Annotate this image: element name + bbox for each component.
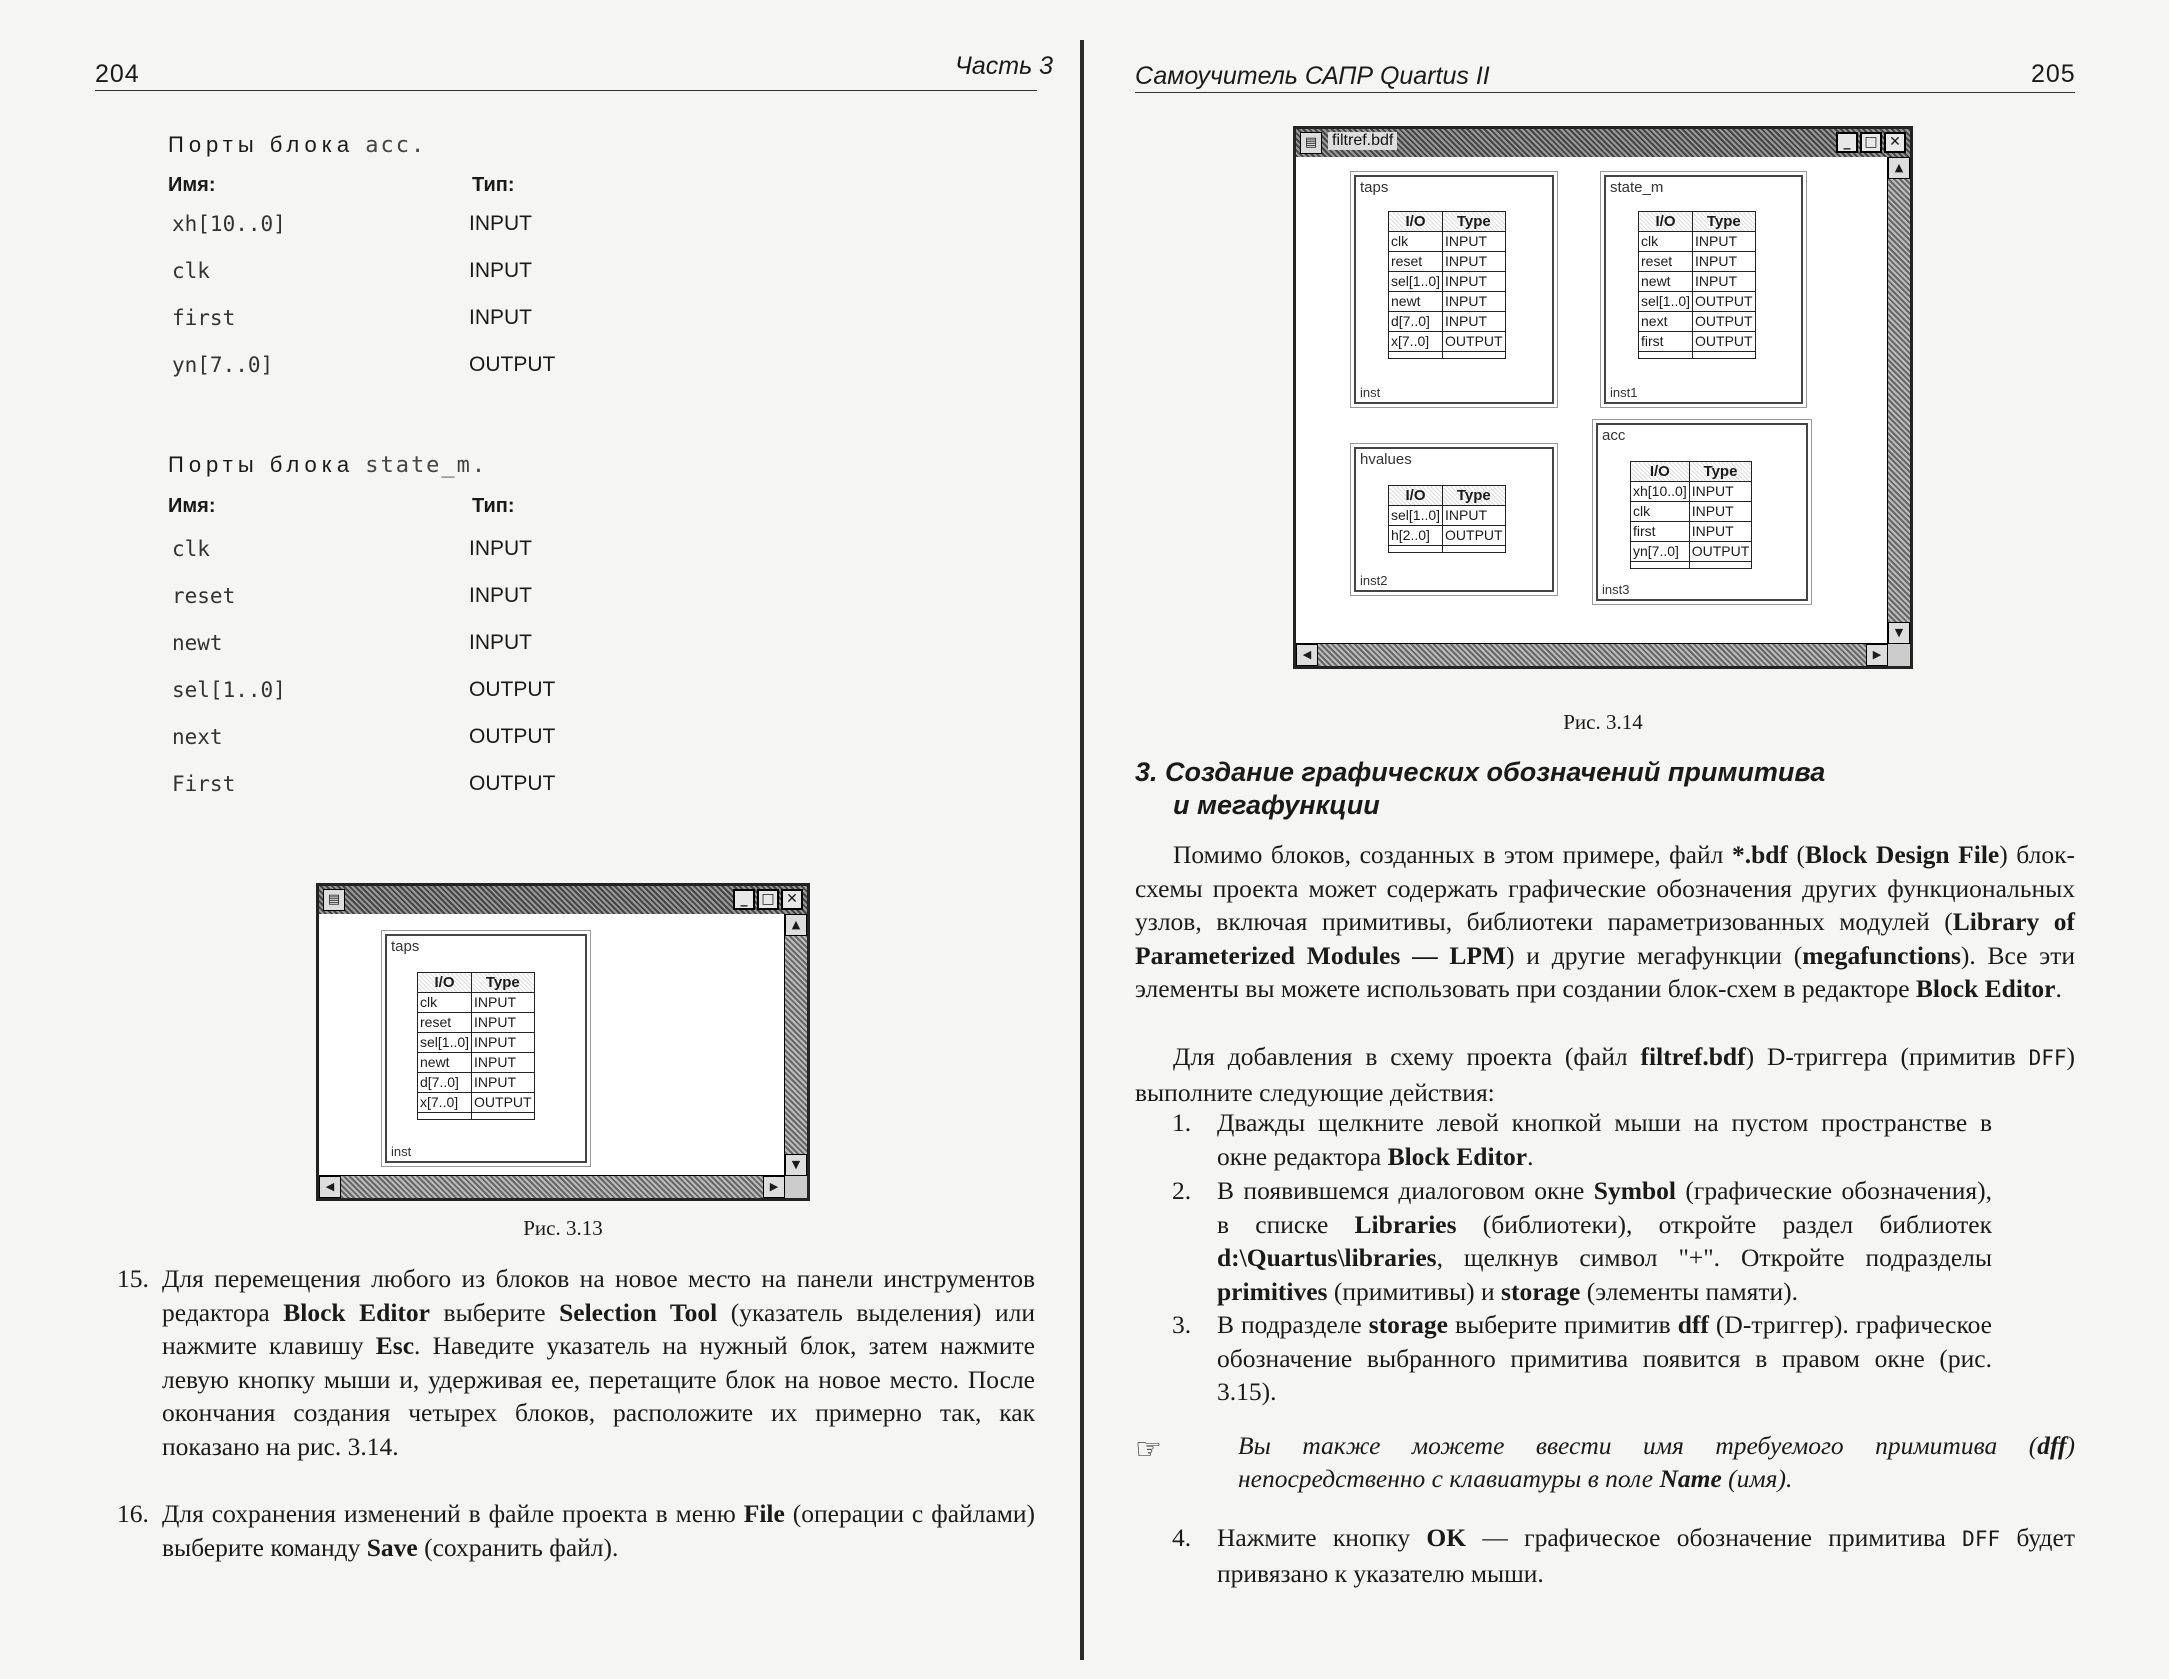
title-bar <box>1296 129 1910 157</box>
minimize-button[interactable]: _ <box>733 889 755 910</box>
table-cell: newt <box>1639 272 1693 292</box>
table-row <box>1631 502 1752 522</box>
table-cell: INPUT <box>1689 482 1752 502</box>
port-type: INPUT <box>469 584 532 607</box>
item-text: Для перемещения любого из блоков на новое место на панели инструментов редактора Block Editor выберите Selection Tool (указатель выделения) или нажмите клавишу Esc. Наведите указатель на нужный блок, затем нажмите левую кнопку мыши и, удерживая ее, перетащите блок на новое место. После окончания создания четырех блоков, расположите их примерно так, как показано на рис. 3.14. <box>162 1264 1035 1461</box>
item-number: 2. <box>1172 1176 1192 1205</box>
port-type: OUTPUT <box>469 725 556 748</box>
close-button[interactable]: ✕ <box>781 889 803 910</box>
table-row <box>1631 482 1752 502</box>
item-text: Нажмите кнопку OK — графическое обозначение примитива DFF будет привязано к указателю мыши. <box>1217 1523 2075 1588</box>
page-number: 204 <box>95 60 140 88</box>
window-title: filtref.bdf <box>1328 132 1397 150</box>
hvalues-block[interactable]: hvalues I/O Type sel[1..0] INPUT h[2..0] OUTPUT inst2 <box>1354 447 1554 592</box>
section-heading: 3. Создание графических обозначений примитива и мегафункции <box>1135 757 1826 820</box>
io-table <box>1388 485 1506 553</box>
type-header: Тип: <box>472 174 515 196</box>
column-header: Type <box>1693 212 1756 232</box>
table-cell: sel[1..0] <box>1389 272 1443 292</box>
port-type: INPUT <box>469 631 532 654</box>
table-row <box>1639 332 1756 352</box>
table-row <box>1631 522 1752 542</box>
table-cell: INPUT <box>472 1013 535 1033</box>
item-number: 4. <box>1172 1523 1192 1552</box>
taps-block[interactable]: taps I/O Type clk INPUT reset INPUT sel[1..0] INPUT newt INPUT d[7..0] INPUT x[7..0] OUTPUT inst <box>1354 175 1554 404</box>
io-table <box>1638 211 1756 359</box>
column-header: I/O <box>1631 462 1690 482</box>
item-number: 3. <box>1172 1310 1192 1339</box>
column-header: I/O <box>418 973 472 993</box>
table-row <box>1389 272 1506 292</box>
table-cell: reset <box>1639 252 1693 272</box>
scroll-right-arrow-icon[interactable]: ▶ <box>1866 644 1888 666</box>
table-cell: next <box>1639 312 1693 332</box>
port-type: OUTPUT <box>469 678 556 701</box>
running-head: Часть 3 <box>955 52 1054 80</box>
table-cell: yn[7..0] <box>1631 542 1690 562</box>
table-row <box>418 1053 535 1073</box>
figure-caption: Рис. 3.14 <box>1563 710 1643 734</box>
scroll-right-arrow-icon[interactable]: ▶ <box>763 1176 785 1198</box>
table-cell: h[2..0] <box>1389 526 1443 546</box>
column-header: I/O <box>1389 486 1443 506</box>
scroll-left-arrow-icon[interactable]: ◀ <box>1296 644 1318 666</box>
running-head: Самоучитель САПР Quartus II <box>1135 62 1490 90</box>
table-cell: clk <box>418 993 472 1013</box>
scroll-up-arrow-icon[interactable]: ▲ <box>1888 157 1910 179</box>
table-cell: INPUT <box>472 1073 535 1093</box>
port-type: INPUT <box>469 537 532 560</box>
right-page <box>1085 0 2169 1679</box>
table-row <box>1389 312 1506 332</box>
port-name: first <box>172 306 236 330</box>
item-number: 1. <box>1172 1108 1192 1137</box>
table-row <box>1389 252 1506 272</box>
item-number: 16. <box>117 1499 149 1528</box>
figure-3-13-window <box>316 883 810 1201</box>
table-cell: OUTPUT <box>1443 332 1506 352</box>
table-row <box>418 1073 535 1093</box>
table-cell: INPUT <box>1443 272 1506 292</box>
table-cell: OUTPUT <box>1693 332 1756 352</box>
table-cell: INPUT <box>1443 232 1506 252</box>
table-cell: d[7..0] <box>1389 312 1443 332</box>
port-name: sel[1..0] <box>172 678 286 702</box>
port-type: OUTPUT <box>469 772 556 795</box>
table-cell: INPUT <box>1443 506 1506 526</box>
table-cell: sel[1..0] <box>1639 292 1693 312</box>
table-row <box>1389 506 1506 526</box>
table-cell: OUTPUT <box>1693 312 1756 332</box>
paragraph: Помимо блоков, созданных в этом примере, файл *.bdf (Block Design File) блок-схемы проекта может содержать графические обозначения других функциональных узлов, включая примитивы, библиотеки параметризованных модулей (Library of Parameterized Modules — LPM) и другие мегафункции (megafunctions). Все эти элементы вы можете использовать при создании блок-схем в редакторе Block Editor. <box>1135 840 2076 1003</box>
table-cell: OUTPUT <box>1443 526 1506 546</box>
table-row <box>418 1093 535 1113</box>
header-rule <box>1135 92 2075 93</box>
item-text: Дважды щелкните левой кнопкой мыши на пустом пространстве в окне редактора Block Editor. <box>1217 1108 1992 1171</box>
table-cell: x[7..0] <box>418 1093 472 1113</box>
table-cell: sel[1..0] <box>418 1033 472 1053</box>
column-header: Type <box>1443 486 1506 506</box>
pointing-hand-icon: ☞ <box>1135 1432 1162 1467</box>
table-cell: INPUT <box>1693 232 1756 252</box>
table-cell: INPUT <box>472 1053 535 1073</box>
vertical-scrollbar[interactable] <box>784 914 807 1176</box>
table-row <box>1389 332 1506 352</box>
taps-block[interactable]: taps I/O Type clk INPUT reset INPUT sel[1..0] INPUT newt INPUT d[7..0] INPUT x[7..0] OUTPUT inst <box>385 934 587 1163</box>
maximize-button[interactable]: □ <box>1860 132 1882 153</box>
table-row <box>1389 232 1506 252</box>
table-row <box>1639 292 1756 312</box>
column-header: Type <box>472 973 535 993</box>
scroll-down-arrow-icon[interactable]: ▼ <box>1888 622 1910 644</box>
document-icon: ▤ <box>323 889 345 911</box>
port-type: INPUT <box>469 212 532 235</box>
port-name: clk <box>172 537 210 561</box>
table-row <box>1639 272 1756 292</box>
table-cell: OUTPUT <box>1693 292 1756 312</box>
column-header: Type <box>1689 462 1752 482</box>
table-cell: clk <box>1631 502 1690 522</box>
table-cell: INPUT <box>472 993 535 1013</box>
paragraph: Для добавления в схему проекта (файл filtref.bdf) D-триггера (примитив DFF) выполните следующие действия: <box>1135 1042 2075 1107</box>
table-row <box>1631 542 1752 562</box>
name-header: Имя: <box>168 174 216 196</box>
table-cell: reset <box>1389 252 1443 272</box>
table-cell: OUTPUT <box>1689 542 1752 562</box>
state-m-block[interactable]: state_m I/O Type clk INPUT reset INPUT newt INPUT sel[1..0] OUTPUT next OUTPUT first OUTPUT inst1 <box>1604 175 1803 404</box>
table-cell: newt <box>1389 292 1443 312</box>
table-cell: INPUT <box>1693 272 1756 292</box>
vertical-scrollbar[interactable] <box>1887 157 1910 644</box>
table-cell: INPUT <box>1443 252 1506 272</box>
column-header: Type <box>1443 212 1506 232</box>
maximize-button[interactable]: □ <box>757 889 779 910</box>
horizontal-scrollbar[interactable] <box>319 1175 785 1198</box>
left-page <box>0 0 1075 1679</box>
type-header: Тип: <box>472 495 515 517</box>
table-cell: sel[1..0] <box>1389 506 1443 526</box>
column-header: I/O <box>1389 212 1443 232</box>
scroll-up-arrow-icon[interactable]: ▲ <box>785 914 807 936</box>
resize-grip[interactable] <box>1887 643 1910 666</box>
table-cell: OUTPUT <box>472 1093 535 1113</box>
table-row <box>1639 232 1756 252</box>
item-number: 15. <box>117 1264 149 1293</box>
port-name: yn[7..0] <box>172 353 274 377</box>
figure-caption: Рис. 3.13 <box>523 1216 603 1240</box>
port-type: INPUT <box>469 259 532 282</box>
io-table <box>417 972 535 1120</box>
table-cell: clk <box>1389 232 1443 252</box>
item-text: В появившемся диалоговом окне Symbol (графические обозначения), в списке Libraries (библиотеки), откройте раздел библиотек d:\Quartus\libraries, щелкнув символ "+". Откройте подразделы primitives (примитивы) и storage (элементы памяти). <box>1217 1176 1992 1306</box>
port-name: newt <box>172 631 223 655</box>
table-cell: INPUT <box>1689 502 1752 522</box>
item-text: Для сохранения изменений в файле проекта в меню File (операции с файлами) выберите команду Save (сохранить файл). <box>162 1499 1036 1562</box>
close-button[interactable]: ✕ <box>1884 132 1906 153</box>
table-cell: xh[10..0] <box>1631 482 1690 502</box>
name-header: Имя: <box>168 495 216 517</box>
scroll-left-arrow-icon[interactable]: ◀ <box>319 1176 341 1198</box>
table-cell: newt <box>418 1053 472 1073</box>
book-spine <box>1080 40 1084 1660</box>
table-cell: d[7..0] <box>418 1073 472 1093</box>
table-cell: first <box>1639 332 1693 352</box>
scroll-down-arrow-icon[interactable]: ▼ <box>785 1154 807 1176</box>
table-row <box>1389 526 1506 546</box>
port-name: xh[10..0] <box>172 212 286 236</box>
acc-block[interactable]: acc I/O Type xh[10..0] INPUT clk INPUT first INPUT yn[7..0] OUTPUT inst3 <box>1596 423 1808 601</box>
table-cell: INPUT <box>1693 252 1756 272</box>
table-row <box>1639 312 1756 332</box>
port-name: First <box>172 772 236 796</box>
state-ports-title: Порты блока state_m. <box>168 452 488 478</box>
figure-3-14-window <box>1293 126 1913 669</box>
table-row <box>1639 252 1756 272</box>
table-cell: INPUT <box>1689 522 1752 542</box>
note-text: Вы также можете ввести имя требуемого примитива (dff) непосредственно с клавиатуры в поле Name (имя). <box>1238 1431 2075 1493</box>
header-rule <box>95 90 1037 91</box>
table-cell: clk <box>1639 232 1693 252</box>
port-type: OUTPUT <box>469 353 556 376</box>
document-icon: ▤ <box>1300 132 1322 154</box>
column-header: I/O <box>1639 212 1693 232</box>
table-cell: x[7..0] <box>1389 332 1443 352</box>
table-cell: reset <box>418 1013 472 1033</box>
resize-grip[interactable] <box>784 1175 807 1198</box>
table-row <box>418 993 535 1013</box>
port-name: next <box>172 725 223 749</box>
table-cell: INPUT <box>472 1033 535 1053</box>
table-cell: INPUT <box>1443 292 1506 312</box>
table-cell: first <box>1631 522 1690 542</box>
acc-ports-title: Порты блока acc. <box>168 132 427 158</box>
table-row <box>1389 292 1506 312</box>
item-text: В подразделе storage выберите примитив dff (D-триггер). графическое обозначение выбранного примитива появится в правом окне (рис. 3.15). <box>1217 1310 1992 1406</box>
port-type: INPUT <box>469 306 532 329</box>
table-row <box>418 1033 535 1053</box>
io-table <box>1630 461 1752 569</box>
title-bar <box>319 886 807 914</box>
table-cell: INPUT <box>1443 312 1506 332</box>
minimize-button[interactable]: _ <box>1836 132 1858 153</box>
io-table <box>1388 211 1506 359</box>
horizontal-scrollbar[interactable] <box>1296 643 1888 666</box>
table-row <box>418 1013 535 1033</box>
port-name: clk <box>172 259 210 283</box>
port-name: reset <box>172 584 236 608</box>
page-number: 205 <box>2031 60 2076 88</box>
